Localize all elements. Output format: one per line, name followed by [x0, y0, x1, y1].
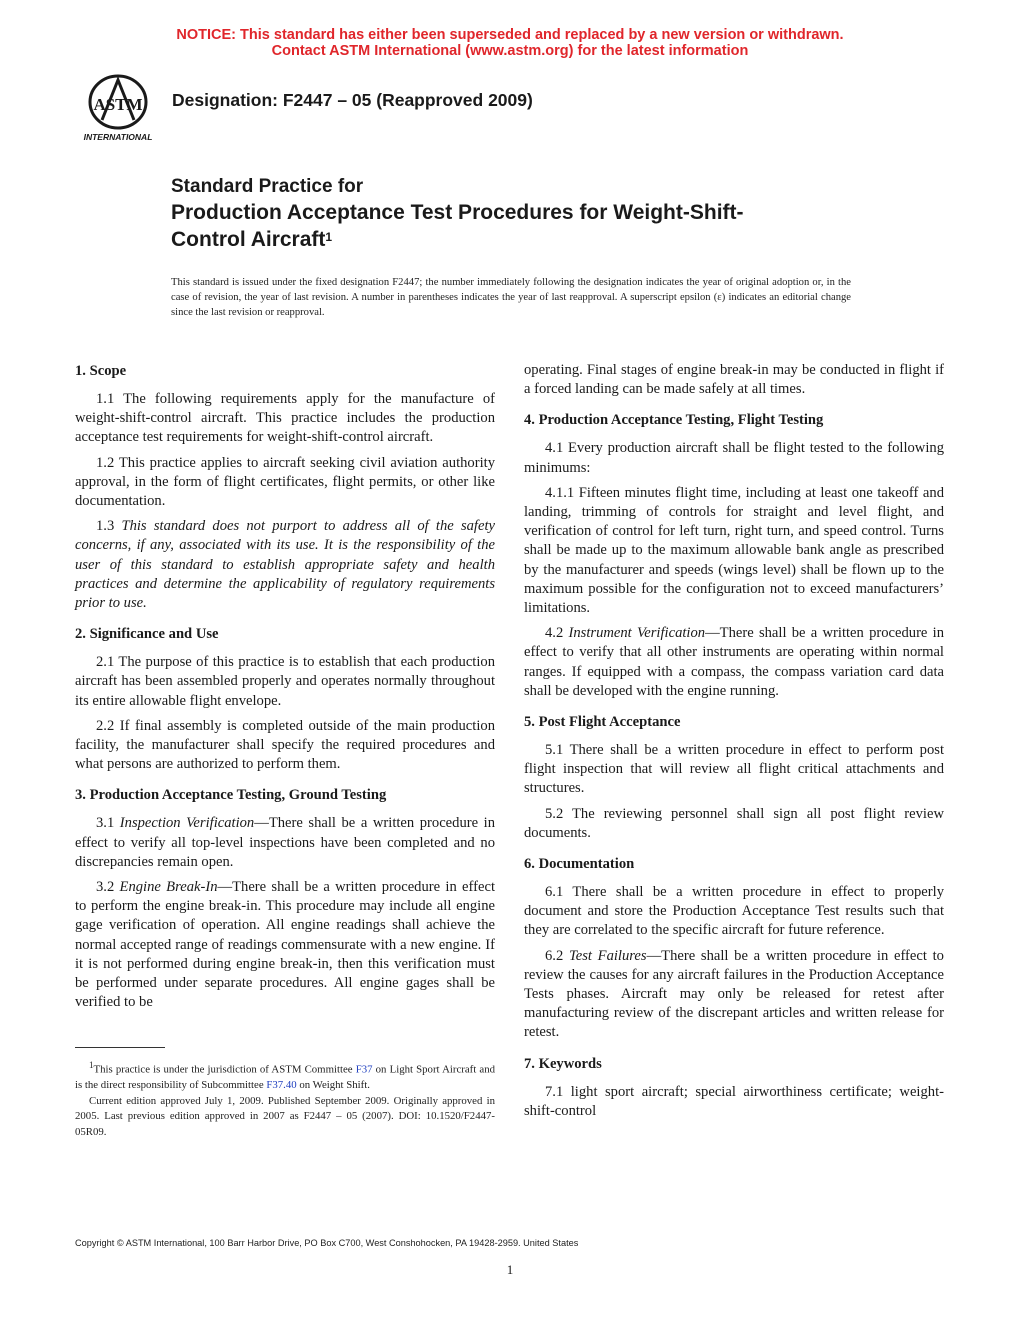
section-heading: 3. Production Acceptance Testing, Ground Testing	[75, 787, 387, 804]
section-keywords	[524, 1055, 944, 1121]
term: Instrument Verification	[568, 625, 706, 642]
designation: Designation: F2447 – 05 (Reapproved 2009)	[172, 90, 533, 110]
title-main-2-text: Control Aircraft	[171, 228, 326, 251]
title-footnote-mark: 1	[325, 230, 333, 244]
paragraph-3-2	[75, 878, 495, 1012]
section-heading: 1. Scope	[75, 363, 127, 379]
paragraph-1-2: 1.2 This practice applies to aircraft seeking civil aviation authority approval, in the form of flight certificates, flight permits, or other like documentation.	[75, 454, 495, 510]
paragraph-3-1	[75, 814, 495, 872]
paragraph-3-1-text: —There shall be a written procedure in effect to verify all top-level inspections have been completed and no discrepancies remain open.	[75, 815, 495, 870]
paragraph-number: 1.3	[96, 518, 122, 535]
footnote-mark: 1	[89, 1060, 94, 1070]
paragraph-number: 4.2	[545, 625, 569, 642]
section-heading: 6. Documentation	[524, 856, 635, 873]
footnote-text-a: This practice is under the jurisdiction of ASTM Committee	[93, 1063, 356, 1076]
paragraph-4-1-1: 4.1.1 Fifteen minutes flight time, including at least one takeoff and landing, trimming of controls for straight and level flight, and verification of control for left turn, right turn, and speed control. Turns shall be made up to the maximum allowable bank angle as prescribed by the manufacturer and speeds (wings level) shall be flown up to the maximum possible for the configuration not to exceed manufacturers’ limitations.	[524, 484, 944, 617]
paragraph-1-1: 1.1 The following requirements apply for the manufacture of weight-shift-control aircraft. This practice includes the production acceptance test requirements for weight-shift-control aircraft.	[75, 391, 495, 446]
astm-logo	[74, 72, 162, 144]
section-heading: 2. Significance and Use	[75, 626, 219, 643]
paragraph-3-2-text: —There shall be a written procedure in effect to perform the engine break-in. This procedure may include all engine gage verification of operation. All engine readings shall achieve the normal accepted range of readings commensurate with a new engine. If it is not performed during engine break-in, then this verification must be performed under separate procedures. All engine gages shall be verified to be	[75, 879, 496, 1011]
notice-line-2: Contact ASTM International (www.astm.org) for the latest information	[271, 43, 749, 59]
paragraph-1-3	[75, 517, 495, 613]
footnote-rule	[75, 1047, 165, 1048]
section-post-flight	[524, 713, 944, 843]
title-main-2	[171, 226, 871, 253]
paragraph-6-1: 6.1 There shall be a written procedure in effect to properly document and store the Production Acceptance Test results such that they are correlated to the specific aircraft for future reference.	[524, 884, 944, 939]
paragraph-4-2	[524, 624, 944, 701]
paragraph-5-2: 5.2 The reviewing personnel shall sign all post flight review documents.	[524, 805, 944, 841]
footnote-text-b: on Light Sport Aircraft and is the direct responsibility of Subcommittee	[75, 1063, 495, 1092]
title-kind: Standard Practice for	[171, 176, 364, 197]
section-heading: 5. Post Flight Acceptance	[524, 714, 681, 731]
paragraph-2-2: 2.2 If final assembly is completed outside of the main production facility, the manufacturer shall specify the required procedures and what persons are authorized to perform them.	[75, 717, 495, 773]
paragraph-4-1: 4.1 Every production aircraft shall be flight tested to the following minimums:	[524, 440, 944, 476]
section-documentation	[524, 855, 944, 1043]
section-ground-testing	[75, 786, 495, 1012]
footnote-edition: Current edition approved July 1, 2009. Published September 2009. Originally approved in 2005. Last previous edition approved in 2007 as F2447 – 05 (2007). DOI: 10.1520/F2447-05R09.	[75, 1094, 495, 1138]
page-number: 1	[506, 1262, 514, 1277]
committee-link[interactable]: F37	[355, 1063, 373, 1076]
section-scope	[75, 362, 495, 613]
footnote	[75, 1058, 495, 1140]
copyright: Copyright © ASTM International, 100 Barr Harbor Drive, PO Box C700, West Conshohocken, PA 19428-2959. United States	[75, 1238, 579, 1248]
logo-subtext: INTERNATIONAL	[83, 132, 153, 142]
paragraph-number: 6.2	[545, 947, 569, 964]
notice-line-1: NOTICE: This standard has either been superseded and replaced by a new version or withdrawn.	[176, 27, 844, 43]
title-main-1: Production Acceptance Test Procedures for Weight-Shift-	[171, 201, 744, 224]
paragraph-number: 3.1	[96, 815, 120, 832]
section-significance	[75, 625, 495, 774]
paragraph-6-2	[524, 947, 944, 1043]
subcommittee-link[interactable]: F37.40	[266, 1079, 297, 1092]
paragraph-5-1: 5.1 There shall be a written procedure in effect to perform post flight inspection that will review all flight critical attachments and structures.	[524, 742, 944, 797]
paragraph-4-2-text: —There shall be a written procedure in effect to verify that all other instruments are operating within normal ranges. If equipped with a compass, the compass variation card data shall be developed with the engine running.	[524, 625, 945, 699]
paragraph-7-1: 7.1 light sport aircraft; special airworthiness certificate; weight-shift-control	[524, 1083, 944, 1119]
footnote-1	[75, 1058, 495, 1094]
logo-text: ASTM	[93, 95, 143, 114]
paragraph-number: 3.2	[96, 879, 120, 896]
term: Test Failures	[568, 947, 647, 964]
term: Engine Break-In	[119, 879, 218, 896]
term: Inspection Verification	[119, 815, 255, 832]
paragraph-2-1: 2.1 The purpose of this practice is to establish that each production aircraft has been assembled properly and operates normally throughout its entire allowable flight envelope.	[75, 654, 495, 709]
right-column	[524, 361, 944, 1133]
title-block	[171, 175, 871, 253]
withdrawal-notice	[0, 27, 1020, 59]
paragraph-1-3-text: This standard does not purport to address all of the safety concerns, if any, associated with its use. It is the responsibility of the user of this standard to establish appropriate safety and health practices and determine the applicability of regulatory requirements prior to use.	[75, 518, 495, 612]
continuation	[524, 361, 944, 399]
footnote-text-c: on Weight Shift.	[296, 1079, 370, 1092]
left-column	[75, 362, 495, 1024]
issued-statement: This standard is issued under the fixed designation F2447; the number immediately following the designation indicates the year of original adoption or, in the case of revision, the year of last revision. A number in parentheses indicates the year of last reapproval. A superscript epsilon (ε) indicates an editorial change since the last revision or reapproval.	[171, 277, 851, 318]
paragraph-3-2-continued: operating. Final stages of engine break-in may be conducted in flight if a forced landing can be made safely at all times.	[524, 362, 944, 398]
section-flight-testing	[524, 411, 944, 701]
section-heading: 4. Production Acceptance Testing, Flight Testing	[524, 412, 824, 429]
paragraph-6-2-text: —There shall be a written procedure in effect to review the causes for any aircraft failures in the Production Acceptance Tests phases. Aircraft may only be released for retest after manufacturing review of the discrepant articles and written release for retest.	[524, 947, 944, 1041]
section-heading: 7. Keywords	[524, 1055, 602, 1072]
